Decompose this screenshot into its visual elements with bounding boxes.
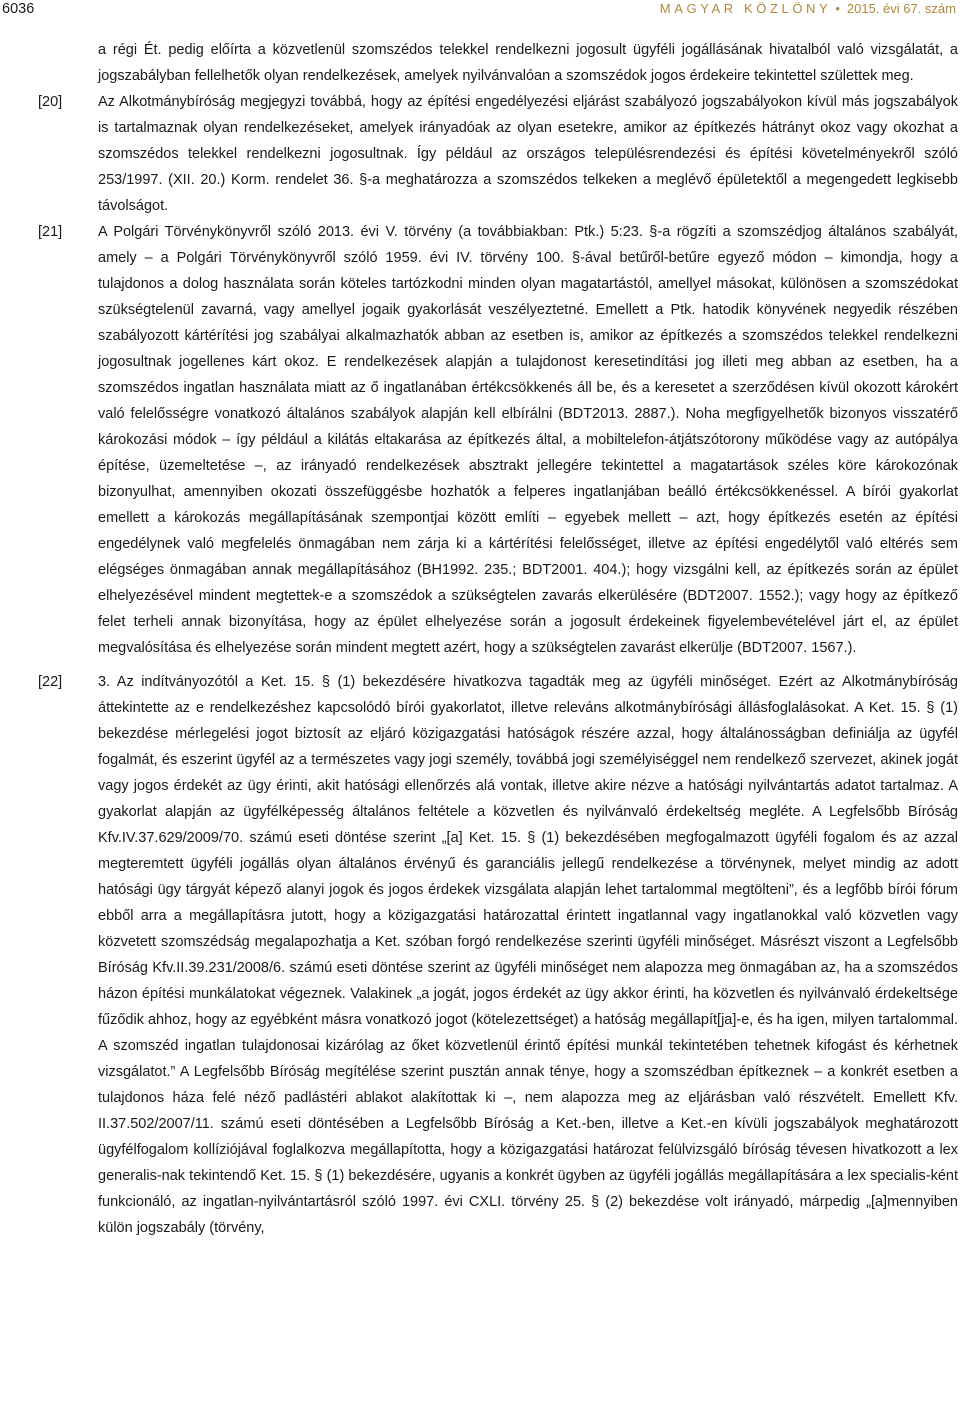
paragraph-text: Az Alkotmánybíróság megjegyzi továbbá, hogy az építési engedélyezési eljárást szabályozó jogszabályokon kívül más jogszabályok is tartalmaznak olyan rendelkezéseket, amelyek irányadóak az olyan esetekre, amikor az építkezés hátrányt okoz vagy okozhat a szomszédos telekkel rendelkezni jogosultnak. Így például az országos településrendezési és építési követelményekről szóló 253/1997. (XII. 20.) Korm. rendelet 36. §-a meghatározza a szomszédos telkeken a meglévő épületektől a megengedett legkisebb távolságot. xyxy=(98,94,958,214)
gazette-title xyxy=(660,1,956,16)
paragraph-text: 3. Az indítványozótól a Ket. 15. § (1) bekezdésére hivatkozva tagadták meg az ügyféli minőséget. Ezért az Alkotmánybíróság áttekintette az e rendelkezéshez kapcsolódó bírói gyakorlatot, illetve releváns alkotmánybírósági állásfoglalásokat. A Ket. 15. § (1) bekezdése mérlegelési jogot biztosít az eljáró közigazgatási hatóságok részére azzal, hogy általánosságban definiálja az ügyfél fogalmát, és eszerint ügyfél az a természetes vagy jogi személy, továbbá jogi személyiséggel nem rendelkező szervezet, akinek jogát vagy jogos érdekét az ügy érinti, akit hatósági ellenőrzés alá vontak, illetve akire nézve a hatósági nyilvántartás adatot tartalmaz. A gyakorlat alapján az ügyfélképesség általános feltétele a közvetlen és nyilvánvaló érdekeltség megléte. A Legfelsőbb Bíróság Kfv.IV.37.629/2009/70. számú eseti döntése szerint „[a] Ket. 15. § (1) bekezdésében megfogalmazott ügyféli fogalom és az azzal megteremtett ügyféli jogállás olyan általános érvényű és garanciális jellegű rendelkezése a törvénynek, melyet mindig az adott hatósági ügy tárgyát képező alanyi jogok és jogos érdekek vizsgálata alapján lehet tartalommal megtölteni”, és a legfőbb bírói fórum ebből arra a megállapításra jutott, hogy a közigazgatási határozattal érintett ingatlannal vagy ingatlanokkal való közvetlen vagy közvetett szomszédság megalapozhatja a Ket. szóban forgó rendelkezése szerinti ügyféli minőséget. Másrészt viszont a Legfelsőbb Bíróság Kfv.II.39.231/2008/6. számú eseti döntése szerint az ügyféli minőséget nem alapozza meg önmagában az, ha a szomszédos házon építési munkálatokat végeznek. Valakinek „a jogát, jogos érdekét az ügy akkor érinti, ha közvetlen és nyilvánvaló érdekeltsége fűződik ahhoz, hogy az egyébként másra vonatkozó jogot (kötelezettséget) a hatóság megállapít[ja]-e, és ha igen, milyen tartalommal. A szomszéd ingatlan tulajdonosai kizárólag az őket közvetlenül érintő építési munkál tekintetében tehetnek kifogást és kérhetnek vizsgálatot.” A Legfelsőbb Bíróság megítélése szerint pusztán annak ténye, hogy a szomszédban építkeznek – a konkrét esetben a tulajdonos háza felé néző padlástéri ablakot alakítottak ki –, nem alapozza meg az eljárásban való részvételt. Emellett Kfv. II.37.502/2007/11. számú eseti döntésében a Legfelsőbb Bíróság a Ket.-ben, illetve a Ket.-en kívüli jogszabályok meghatározott ügyfélfogalom kollíziójával foglalkozva megállapította, hogy a közigazgatási határozat felülvizsgáló bíróság tévesen hivatkozott a lex generalis-nak tekintendő Ket. 15. § (1) bekezdésére, ugyanis a konkrét ügyben az ügyféli jogállás megállapítására a lex specialis-ként funkcionáló, az ingatlan-nyilvántartásról szóló 1997. évi CXLI. törvény 25. § (2) bekezdése volt irányadó, márpedig „[a]mennyiben külön jogszabály (törvény, xyxy=(98,674,959,1236)
paragraph-text: A Polgári Törvénykönyvről szóló 2013. évi V. törvény (a továbbiakban: Ptk.) 5:23. §-a rögzíti a szomszédjog általános szabályát, amely – a Polgári Törvénykönyvről szóló 1959. évi IV. törvény 100. §-ával betűről-betűre egyező módon – kimondja, hogy a tulajdonos a dolog használata során köteles tartózkodni minden olyan magatartástól, amellyel másokat, különösen a szomszédokat szükségtelenül zavarná, vagy amellyel jogaik gyakorlását veszélyeztetné. Emellett a Ptk. hatodik könyvének negyedik részében szabályozott kártérítési jog szabályai alkalmazhatók abban az esetben is, amikor az építkezés a szomszédos telekkel rendelkezni jogosultnak jogellenes kárt okoz. E rendelkezések alapján a tulajdonost keresetindítási jog illeti meg abban az esetben, ha a szomszédos ingatlan használata miatt az ő ingatlanában értékcsökkenés áll be, és a keresetet a szerződésen kívül okozott károkért való felelősségre vonatkozó általános szabályok alapján kell elbírálni (BDT2013. 2887.). Noha megfigyelhetők bizonyos visszatérő károkozási módok – így például a kilátás eltakarása az építkezés által, a mobiltelefon-átjátszótorony működése vagy az autópálya építése, üzemeltetése –, az irányadó rendelkezések absztrakt jellegére tekintettel a magatartások széles köre károkozónak bizonyulhat, amennyiben okozati összefüggésbe hozhatók a felperes ingatlanjában beálló értékcsökkenéssel. A bírói gyakorlat emellett a károkozás megállapításának szempontjai között említi – egyebek mellett – azt, hogy építkezés esetén az építési engedélynek való megfelelés önmagában nem zárja ki a kártérítési felelősséget, illetve az építési engedélytől való eltérés sem elégséges önmagában annak megállapításához (BH1992. 235.; BDT2001. 404.); hogy vizsgálni kell, az építkezés során az épület elhelyezésével mindent megtettek-e a szomszédok a szükségtelen zavarás elkerülésére (BDT2007. 1552.); vagy hogy az építkező felet terheli annak bizonyítása, hogy az épület elhelyezése során a jogosult érdekeinek figyelembevételével járt el, az épület megvalósítása és elhelyezése során mindent megtett azért, hogy a szükségtelen zavarást elkerülje (BDT2007. 1567.). xyxy=(98,224,958,656)
header-separator: • xyxy=(835,1,840,16)
paragraph-number: [21] xyxy=(38,224,63,240)
page-header xyxy=(0,0,960,22)
paragraph-text: a régi Ét. pedig előírta a közvetlenül szomszédos telekkel rendelkezni jogosult ügyféli jogállásának hivatalból való vizsgálatát, a jogszabályban fellelhetők olyan rendelkezések, amelyek nyilvánvalóan a szomszédok jogos érdekeire tekintettel születtek meg. xyxy=(98,42,958,84)
paragraph-number: [22] xyxy=(38,674,63,690)
gazette-name: MAGYAR KÖZLÖNY xyxy=(659,1,832,16)
paragraph-22 xyxy=(38,669,958,1241)
issue-label: 2015. évi 67. szám xyxy=(846,1,956,16)
document-body xyxy=(38,37,958,1241)
paragraph-number: [20] xyxy=(38,94,63,110)
page-number: 6036 xyxy=(2,1,35,17)
paragraph-continuation xyxy=(38,37,958,89)
paragraph-20 xyxy=(38,89,958,219)
paragraph-21 xyxy=(38,219,958,661)
